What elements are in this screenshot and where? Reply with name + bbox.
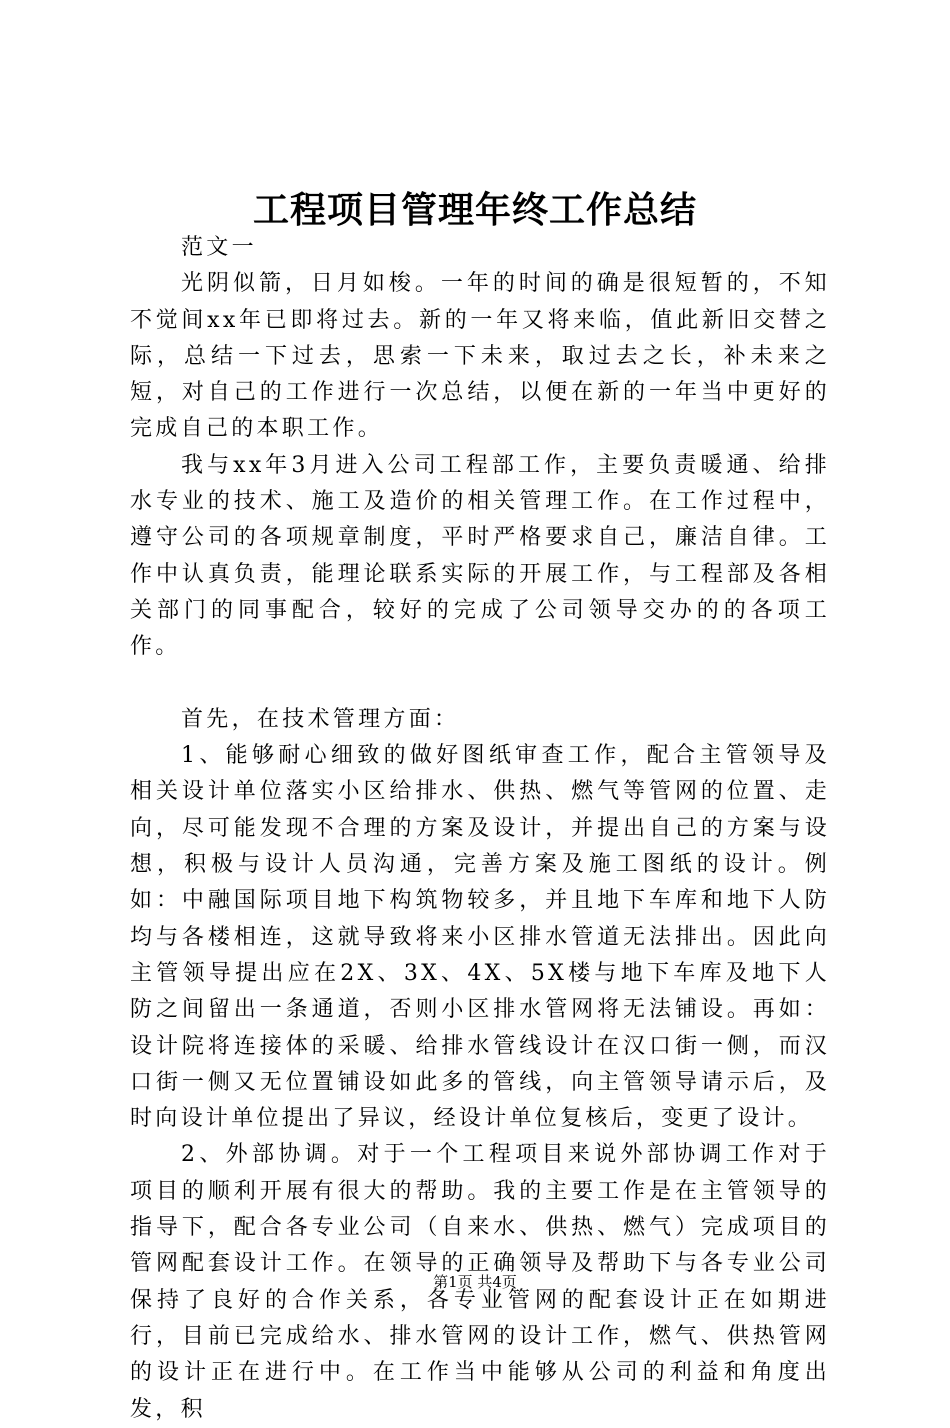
paragraph-background: 我与xx年3月进入公司工程部工作，主要负责暖通、给排水专业的技术、施工及造价的相关管理工作。在工作过程中，遵守公司的各项规章制度，平时严格要求自己，廉洁自律。工作中认真负责，能理论联系实际的开展工作，与工程部及各相关部门的同事配合，较好的完成了公司领导交办的的各项工作。 xyxy=(130,452,830,660)
blank-line xyxy=(130,666,830,702)
paragraph-item-1: 1、能够耐心细致的做好图纸审查工作，配合主管领导及相关设计单位落实小区给排水、供热、燃气等管网的位置、走向，尽可能发现不合理的方案及设计，并提出自己的方案与设想，积极与设计人员沟通，完善方案及施工图纸的设计。例如：中融国际项目地下构筑物较多，并且地下车库和地下人防均与各楼相连，这就导致将来小区排水管道无法排出。因此向主管领导提出应在2X、3X、4X、5X楼与地下车库及地下人防之间留出一条通道，否则小区排水管网将无法铺设。再如：设计院将连接体的采暖、给排水管线设计在汉口街一侧，而汉口街一侧又无位置铺设如此多的管线，向主管领导请示后，及时向设计单位提出了异议，经设计单位复核后，变更了设计。 xyxy=(130,743,830,1132)
paragraph-item-2: 2、外部协调。对于一个工程项目来说外部协调工作对于项目的顺利开展有很大的帮助。我的主要工作是在主管领导的指导下，配合各专业公司（自来水、供热、燃气）完成项目的管网配套设计工作。在领导的正确领导及帮助下与各专业公司保持了良好的合作关系，各专业管网的配套设计正在如期进行，目前已完成给水、排水管网的设计工作，燃气、供热管网的设计正在进行中。在工作当中能够从公司的利益和角度出发，积 xyxy=(130,1142,830,1422)
section-label: 范文一 xyxy=(181,235,257,260)
paragraph-intro: 光阴似箭，日月如梭。一年的时间的确是很短暂的，不知不觉间xx年已即将过去。新的一年又将来临，值此新旧交替之际，总结一下过去，思索一下未来，取过去之长，补未来之短，对自己的工作进行一次总结，以便在新的一年当中更好的完成自己的本职工作。 xyxy=(130,271,830,442)
section-heading: 首先，在技术管理方面： xyxy=(181,706,460,732)
page-footer: 第1页 共4页 xyxy=(433,1273,517,1291)
document-body xyxy=(130,230,830,1428)
document-title: 工程项目管理年终工作总结 xyxy=(252,189,697,231)
